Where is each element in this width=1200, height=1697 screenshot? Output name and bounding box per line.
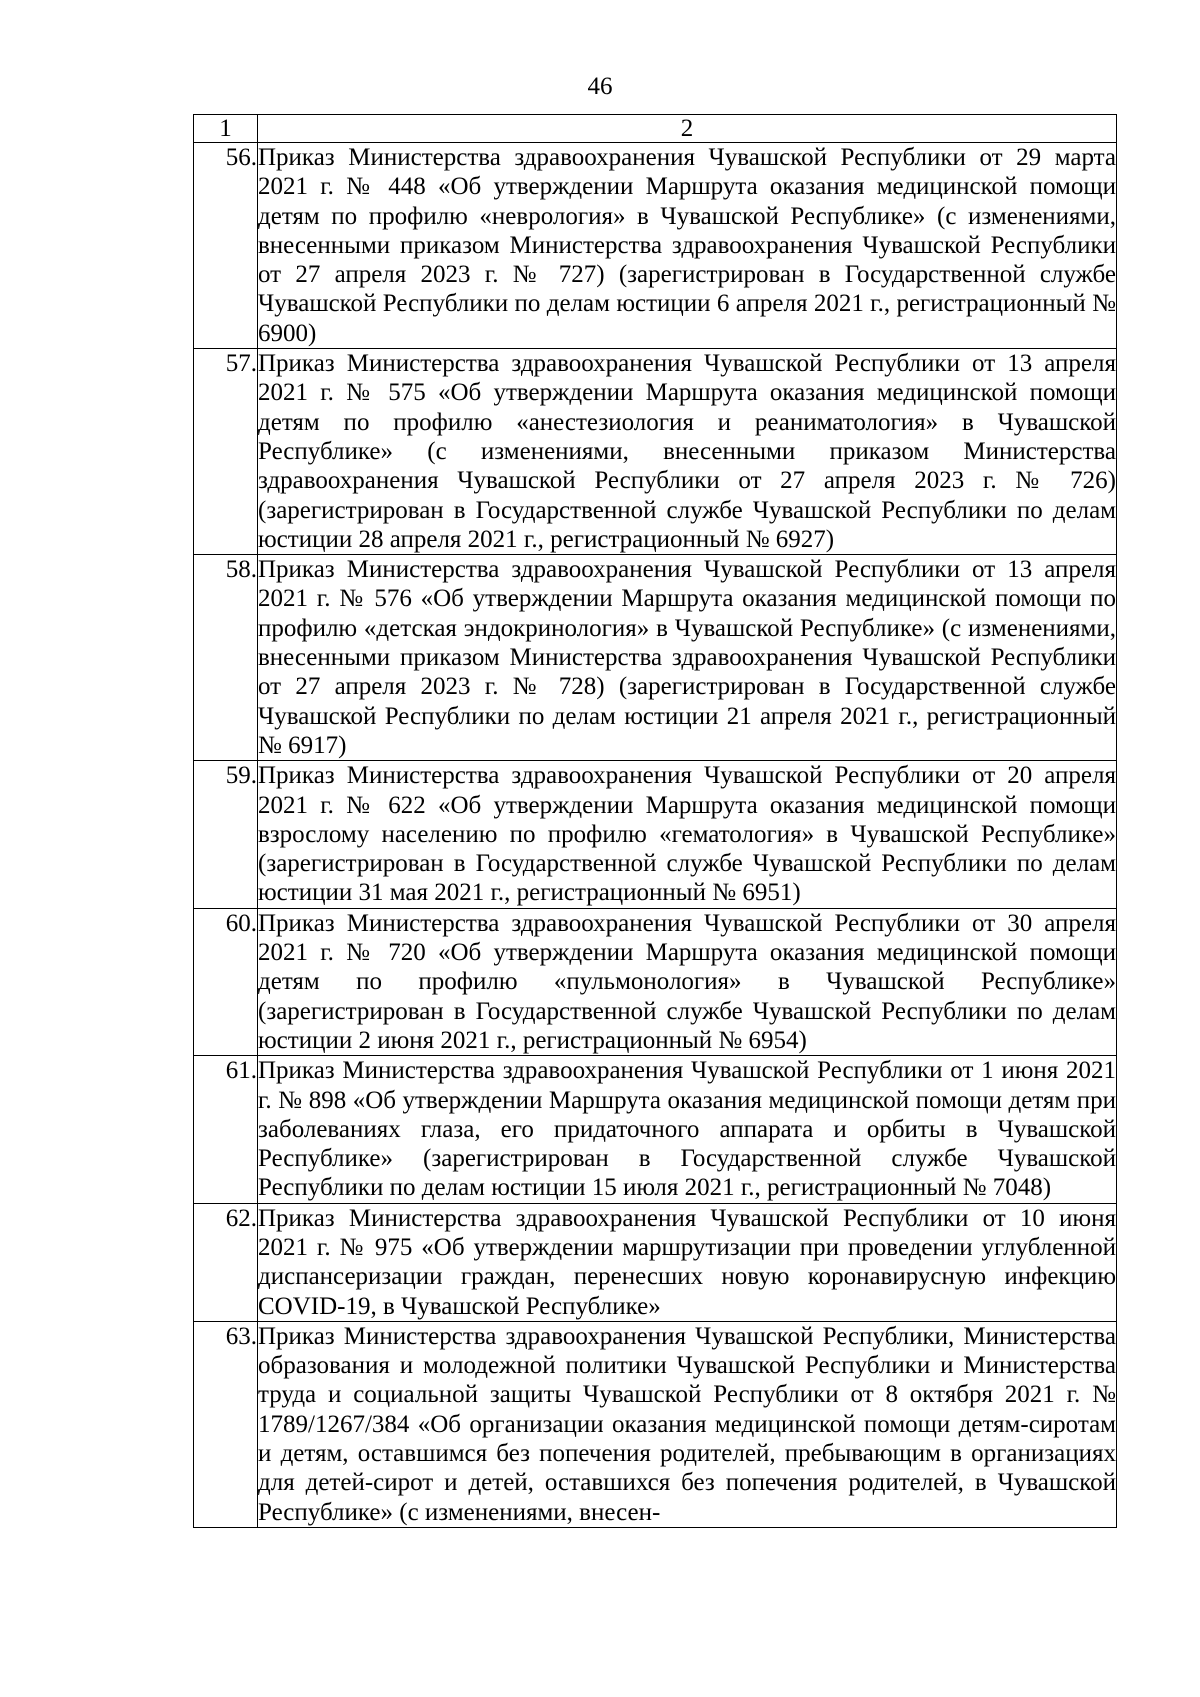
page-number: 46 xyxy=(587,73,613,100)
row-text: Приказ Министерства здравоохранения Чувашской Республики от 29 марта 2021 г. № 448 «Об утверждении Маршрута оказания медицинской помощи детям по профилю «неврология» в Чувашской Республике» (с изменениями, внесенными приказом Министерства здравоохранения Чувашской Республики от 27 апреля 2023 г. № 727) (зарегистрирован в Государственной службе Чувашской Республики по делам юстиции 6 апреля 2021 г., регистрационный № 6900) xyxy=(258,144,1116,347)
table-row xyxy=(194,349,1117,555)
row-number: 58. xyxy=(194,555,258,761)
row-number: 62. xyxy=(194,1203,258,1321)
row-number: 61. xyxy=(194,1056,258,1203)
row-text: Приказ Министерства здравоохранения Чувашской Республики от 1 июня 2021 г. № 898 «Об утверждении Маршрута оказания медицинской помощи детям при заболеваниях глаза, его придаточного аппарата и орбиты в Чувашской Республике» (зарегистрирован в Государственной службе Чувашской Республики по делам юстиции 15 июля 2021 г., регистрационный № 7048) xyxy=(258,1057,1116,1202)
row-number: 63. xyxy=(194,1321,258,1527)
row-text: Приказ Министерства здравоохранения Чувашской Республики от 13 апреля 2021 г. № 576 «Об утверждении Маршрута оказания медицинской помощи по профилю «детская эндокринология» в Чувашской Республике» (с изменениями, внесенными приказом Министерства здравоохранения Чувашской Республики от 27 апреля 2023 г. № 728) (зарегистрирован в Государственной службе Чувашской Республики по делам юстиции 21 апреля 2021 г., регистрационный № 6917) xyxy=(258,556,1116,759)
table-row xyxy=(194,908,1117,1055)
table-row xyxy=(194,1321,1117,1527)
row-text: Приказ Министерства здравоохранения Чувашской Республики от 13 апреля 2021 г. № 575 «Об утверждении Маршрута оказания медицинской помощи детям по профилю «анестезиология и реаниматология» в Чувашской Республике» (с изменениями, внесенными приказом Министерства здравоохранения Чувашской Республики от 27 апреля 2023 г. № 726) (зарегистрирован в Государственной службе Чувашской Республики по делам юстиции 28 апреля 2021 г., регистрационный № 6927) xyxy=(258,350,1116,553)
column-header-number: 1 xyxy=(194,115,258,143)
row-number: 60. xyxy=(194,908,258,1055)
row-number: 56. xyxy=(194,143,258,349)
table-row xyxy=(194,555,1117,761)
table-row xyxy=(194,1203,1117,1321)
row-number: 59. xyxy=(194,761,258,908)
table-header-row xyxy=(194,115,1117,143)
table-row xyxy=(194,1056,1117,1203)
row-text: Приказ Министерства здравоохранения Чувашской Республики от 30 апреля 2021 г. № 720 «Об утверждении Маршрута оказания медицинской помощи детям по профилю «пульмонология» в Чувашской Республике» (зарегистрирован в Государственной службе Чувашской Республики по делам юстиции 2 июня 2021 г., регистрационный № 6954) xyxy=(258,909,1116,1054)
table-row xyxy=(194,761,1117,908)
table-row xyxy=(194,143,1117,349)
row-text: Приказ Министерства здравоохранения Чувашской Республики от 20 апреля 2021 г. № 622 «Об утверждении Маршрута оказания медицинской помощи взрослому населению по профилю «гематология» в Чувашской Республике» (зарегистрирован в Государственной службе Чувашской Республики по делам юстиции 31 мая 2021 г., регистрационный № 6951) xyxy=(258,762,1116,907)
row-text: Приказ Министерства здравоохранения Чувашской Республики, Министерства образования и молодежной политики Чувашской Республики и Министерства труда и социальной защиты Чувашской Республики от 8 октября 2021 г. № 1789/1267/384 «Об организации оказания медицинской помощи детям-сиротам и детям, оставшимся без попечения родителей, пребывающим в организациях для детей-сирот и детей, оставшихся без попечения родителей, в Чувашской Республике» (с изменениями, внесен- xyxy=(258,1322,1116,1526)
column-header-text: 2 xyxy=(258,115,1117,143)
row-text: Приказ Министерства здравоохранения Чувашской Республики от 10 июня 2021 г. № 975 «Об утверждении маршрутизации при проведении углубленной диспансеризации граждан, перенесших новую коронавирусную инфекцию COVID-19, в Чувашской Республике» xyxy=(258,1204,1116,1320)
regulations-table xyxy=(193,114,1117,1528)
row-number: 57. xyxy=(194,349,258,555)
